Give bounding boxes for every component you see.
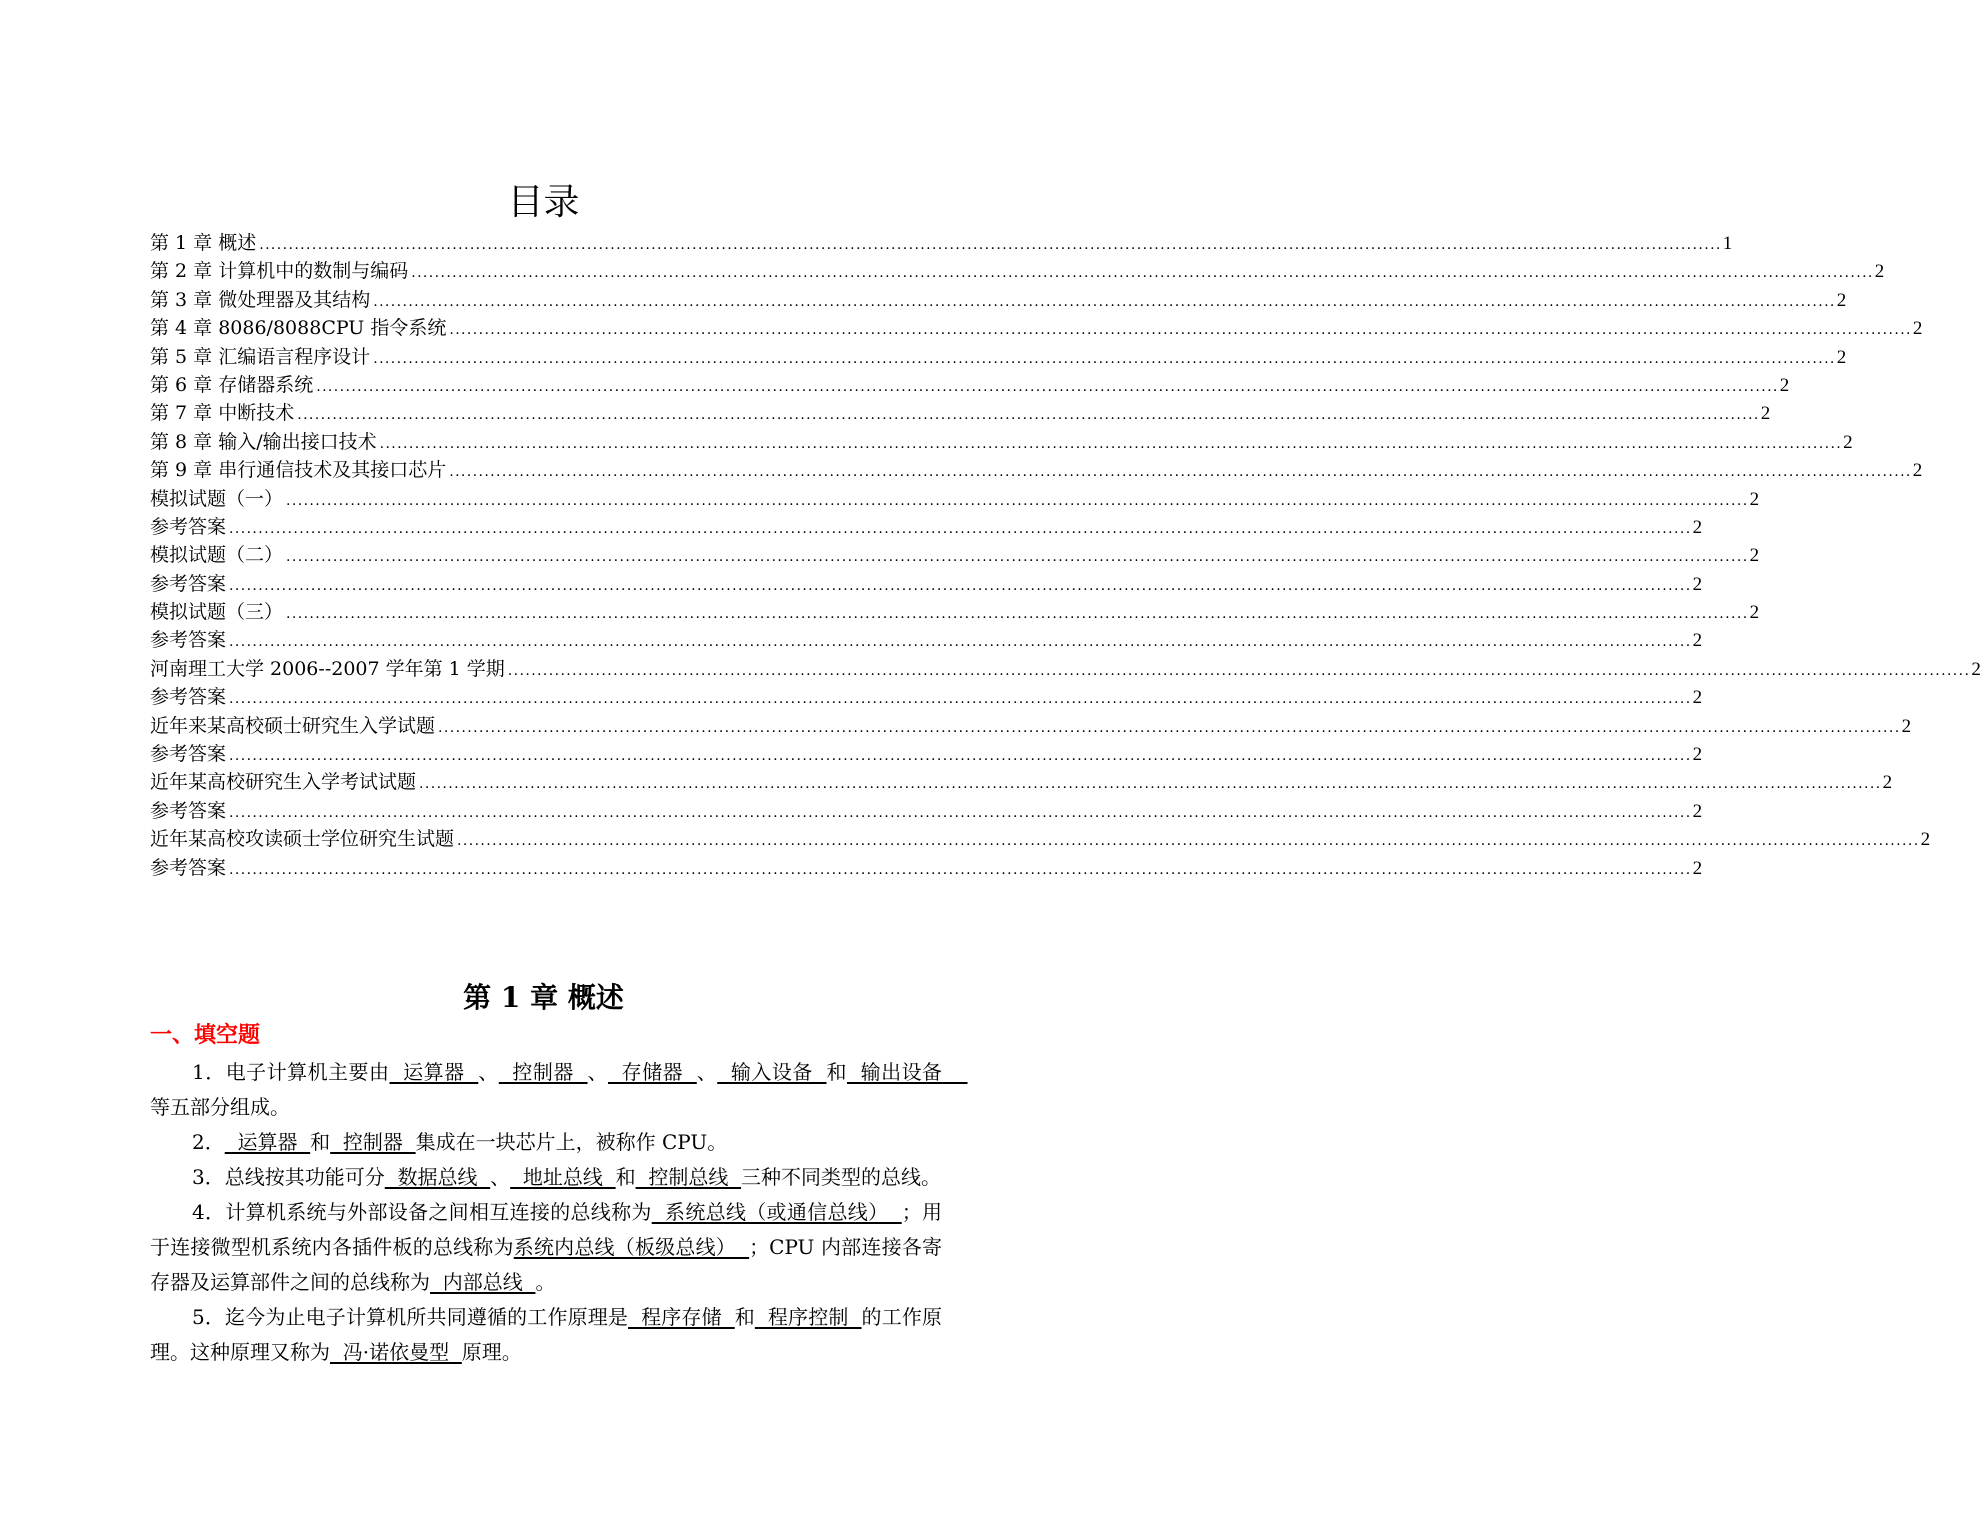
chapter-heading: 第 1 章 概述 <box>463 981 624 1014</box>
question-text: 和 <box>615 1165 636 1189</box>
toc-entry[interactable] <box>150 456 1923 484</box>
toc-page-number: 2 <box>1836 289 1847 311</box>
toc-entry-label: 第 9 章 串行通信技术及其接口芯片 <box>150 459 447 482</box>
toc-page-number: 2 <box>1692 687 1703 709</box>
question-item <box>150 1195 942 1300</box>
toc-entry-label: 近年某高校研究生入学考试试题 <box>150 771 417 794</box>
toc-leader-dots: .......................................................................................................................................................................................................................................................... <box>373 293 1836 310</box>
toc-entry[interactable] <box>150 229 1733 257</box>
toc-entry[interactable] <box>150 541 1760 569</box>
toc-entry[interactable] <box>150 485 1760 513</box>
question-number: 3． <box>192 1165 225 1189</box>
toc-leader-dots: .......................................................................................................................................................................................................................................................... <box>379 435 1843 452</box>
toc-page-number: 2 <box>1779 374 1790 396</box>
answer-blank: 系统内总线（板级总线） <box>513 1235 750 1259</box>
toc-entry[interactable] <box>150 257 1885 285</box>
toc-leader-dots: .......................................................................................................................................................................................................................................................... <box>449 322 1912 339</box>
toc-leader-dots: .......................................................................................................................................................................................................................................................... <box>229 577 1692 594</box>
toc-page-number: 2 <box>1901 715 1912 737</box>
toc-leader-dots: .......................................................................................................................................................................................................................................................... <box>229 520 1692 537</box>
toc-entry-label: 第 2 章 计算机中的数制与编码 <box>150 260 409 283</box>
toc-entry[interactable] <box>150 626 1703 654</box>
toc-entry[interactable] <box>150 712 1912 740</box>
toc-page-number: 2 <box>1692 573 1703 595</box>
toc-page-number: 2 <box>1843 431 1853 453</box>
toc-leader-dots: .......................................................................................................................................................................................................................................................... <box>229 691 1692 708</box>
toc-entry[interactable] <box>150 399 1771 427</box>
question-text: 原理。 <box>461 1340 522 1364</box>
toc-entry-label: 参考答案 <box>150 515 227 538</box>
question-item <box>150 1160 942 1195</box>
toc-entry-label: 模拟试题（一） <box>150 487 284 510</box>
answer-blank: 内部总线 <box>430 1270 536 1294</box>
question-item <box>150 1300 942 1370</box>
toc-entry-label: 近年某高校攻读硕士学位研究生试题 <box>150 828 455 851</box>
toc-leader-dots: .......................................................................................................................................................................................................................................................... <box>419 776 1882 793</box>
toc-page-number: 2 <box>1692 516 1703 538</box>
answer-blank: 输出设备 <box>846 1060 968 1084</box>
question-text: 计算机系统与外部设备之间相互连接的总线称为 <box>225 1200 652 1224</box>
question-text: 的工作原理。这种原理又称为 <box>150 1305 943 1364</box>
toc-entry[interactable] <box>150 286 1847 314</box>
toc-page-number: 2 <box>1749 488 1760 510</box>
question-text: 和 <box>310 1130 331 1154</box>
toc-page-number: 2 <box>1882 772 1893 794</box>
question-item <box>150 1125 942 1160</box>
question-text: 迄今为止电子计算机所共同遵循的工作原理是 <box>225 1305 629 1329</box>
question-text: 和 <box>734 1305 755 1329</box>
toc-page-number: 2 <box>1874 261 1885 283</box>
toc-entry[interactable] <box>150 825 1931 853</box>
question-text: 、 <box>587 1060 608 1084</box>
toc-entry-label: 参考答案 <box>150 686 227 709</box>
question-list <box>150 1055 968 1370</box>
toc-leader-dots: .......................................................................................................................................................................................................................................................... <box>229 634 1692 651</box>
toc-page-number: 2 <box>1749 545 1760 567</box>
toc-entry[interactable] <box>150 343 1847 371</box>
toc-entry-label: 模拟试题（三） <box>150 601 284 624</box>
toc-entry-label: 参考答案 <box>150 799 227 822</box>
toc-leader-dots: .......................................................................................................................................................................................................................................................... <box>286 606 1749 623</box>
question-text: 总线按其功能可分 <box>224 1165 385 1189</box>
toc-entry-label: 近年来某高校硕士研究生入学试题 <box>150 714 436 737</box>
question-number: 1． <box>192 1060 226 1084</box>
question-text: 等五部分组成。 <box>150 1095 290 1119</box>
toc-page-number: 2 <box>1760 403 1771 425</box>
answer-blank: 系统总线（或通信总线） <box>651 1200 902 1224</box>
toc-page-number: 2 <box>1920 829 1931 851</box>
toc-entry[interactable] <box>150 655 1981 683</box>
question-number: 4． <box>192 1200 226 1224</box>
toc-entry-label: 参考答案 <box>150 743 227 766</box>
toc-page-number: 2 <box>1692 800 1703 822</box>
question-text: ；用于连接微型机系统内各插件板的总线称为 <box>150 1200 943 1259</box>
question-number: 2． <box>192 1130 225 1154</box>
answer-blank: 运算器 <box>389 1060 479 1084</box>
toc-entry-label: 第 6 章 存储器系统 <box>150 373 314 396</box>
toc-entry-label: 第 5 章 汇编语言程序设计 <box>150 345 371 368</box>
toc-entry-label: 参考答案 <box>150 572 227 595</box>
toc-page-number: 2 <box>1836 346 1847 368</box>
question-text: 、 <box>696 1060 718 1084</box>
answer-blank: 运算器 <box>224 1130 311 1154</box>
toc-page-number: 2 <box>1912 460 1923 482</box>
toc-entry[interactable] <box>150 428 1853 456</box>
question-text: ；CPU 内部连接各寄存器及运算部件之间的总线称为 <box>150 1235 943 1294</box>
toc-entry-label: 第 7 章 中断技术 <box>150 402 295 425</box>
toc-entry[interactable] <box>150 854 1703 882</box>
toc-entry[interactable] <box>150 768 1893 796</box>
toc-entry[interactable] <box>150 740 1703 768</box>
answer-blank: 冯·诺依曼型 <box>330 1340 462 1364</box>
toc-leader-dots: .......................................................................................................................................................................................................................................................... <box>229 804 1692 821</box>
toc-entry-label: 河南理工大学 2006--2007 学年第 1 学期 <box>150 657 505 680</box>
toc-page-number: 2 <box>1971 658 1981 680</box>
toc-entry-label: 参考答案 <box>150 629 227 652</box>
toc-page-number: 2 <box>1692 744 1703 766</box>
toc-entry-label: 第 8 章 输入/输出接口技术 <box>150 430 377 453</box>
toc-entry[interactable] <box>150 683 1703 711</box>
answer-blank: 控制器 <box>330 1130 416 1154</box>
question-text: 、 <box>478 1060 499 1084</box>
answer-blank: 数据总线 <box>384 1165 491 1189</box>
answer-blank: 程序控制 <box>754 1305 862 1329</box>
question-item <box>150 1055 968 1125</box>
answer-blank: 控制总线 <box>635 1165 742 1189</box>
question-text: 电子计算机主要由 <box>225 1060 390 1084</box>
question-text: 。 <box>535 1270 556 1294</box>
toc-page-number: 2 <box>1692 857 1703 879</box>
toc-leader-dots: .......................................................................................................................................................................................................................................................... <box>259 237 1722 253</box>
toc-entry-label: 模拟试题（二） <box>150 544 284 567</box>
question-text: 、 <box>490 1165 511 1189</box>
answer-blank: 地址总线 <box>510 1165 616 1189</box>
toc-entry[interactable] <box>150 371 1790 399</box>
toc-leader-dots: .......................................................................................................................................................................................................................................................... <box>229 748 1692 765</box>
toc-leader-dots: .......................................................................................................................................................................................................................................................... <box>449 464 1912 481</box>
toc-leader-dots: .......................................................................................................................................................................................................................................................... <box>297 407 1760 424</box>
toc-entry[interactable] <box>150 598 1760 626</box>
toc-entry[interactable] <box>150 513 1703 541</box>
toc-leader-dots: .......................................................................................................................................................................................................................................................... <box>373 350 1836 367</box>
toc-title: 目录 <box>507 182 580 223</box>
toc-leader-dots: .......................................................................................................................................................................................................................................................... <box>286 549 1749 566</box>
toc-leader-dots: .......................................................................................................................................................................................................................................................... <box>457 833 1920 850</box>
answer-blank: 存储器 <box>608 1060 697 1084</box>
toc-leader-dots: .......................................................................................................................................................................................................................................................... <box>286 492 1749 509</box>
question-number: 5． <box>192 1305 226 1329</box>
question-text: 集成在一块芯片上，被称作 CPU。 <box>415 1130 728 1154</box>
toc-leader-dots: .......................................................................................................................................................................................................................................................... <box>507 662 1971 679</box>
toc-page-number: 2 <box>1912 318 1923 340</box>
toc-entry[interactable] <box>150 314 1923 342</box>
toc-page-number: 1 <box>1722 233 1733 254</box>
question-text: 三种不同类型的总线。 <box>741 1165 942 1189</box>
toc-page-number: 2 <box>1692 630 1703 652</box>
toc-entry[interactable] <box>150 570 1703 598</box>
section-heading: 一、填空题 <box>150 1022 261 1048</box>
toc-entry-label: 参考答案 <box>150 856 227 879</box>
toc-entry[interactable] <box>150 797 1703 825</box>
toc-entry-label: 第 3 章 微处理器及其结构 <box>150 288 371 311</box>
toc-leader-dots: .......................................................................................................................................................................................................................................................... <box>438 719 1901 736</box>
table-of-contents <box>150 229 1981 882</box>
toc-page-number: 2 <box>1749 602 1760 624</box>
toc-entry-label: 第 4 章 8086/8088CPU 指令系统 <box>150 317 447 340</box>
toc-entry-label: 第 1 章 概述 <box>150 232 257 254</box>
toc-leader-dots: .......................................................................................................................................................................................................................................................... <box>316 378 1779 395</box>
answer-blank: 输入设备 <box>717 1060 827 1084</box>
question-text: 和 <box>826 1060 847 1084</box>
toc-leader-dots: .......................................................................................................................................................................................................................................................... <box>411 265 1874 282</box>
answer-blank: 控制器 <box>498 1060 588 1084</box>
toc-leader-dots: .......................................................................................................................................................................................................................................................... <box>229 861 1692 878</box>
answer-blank: 程序存储 <box>628 1305 735 1329</box>
